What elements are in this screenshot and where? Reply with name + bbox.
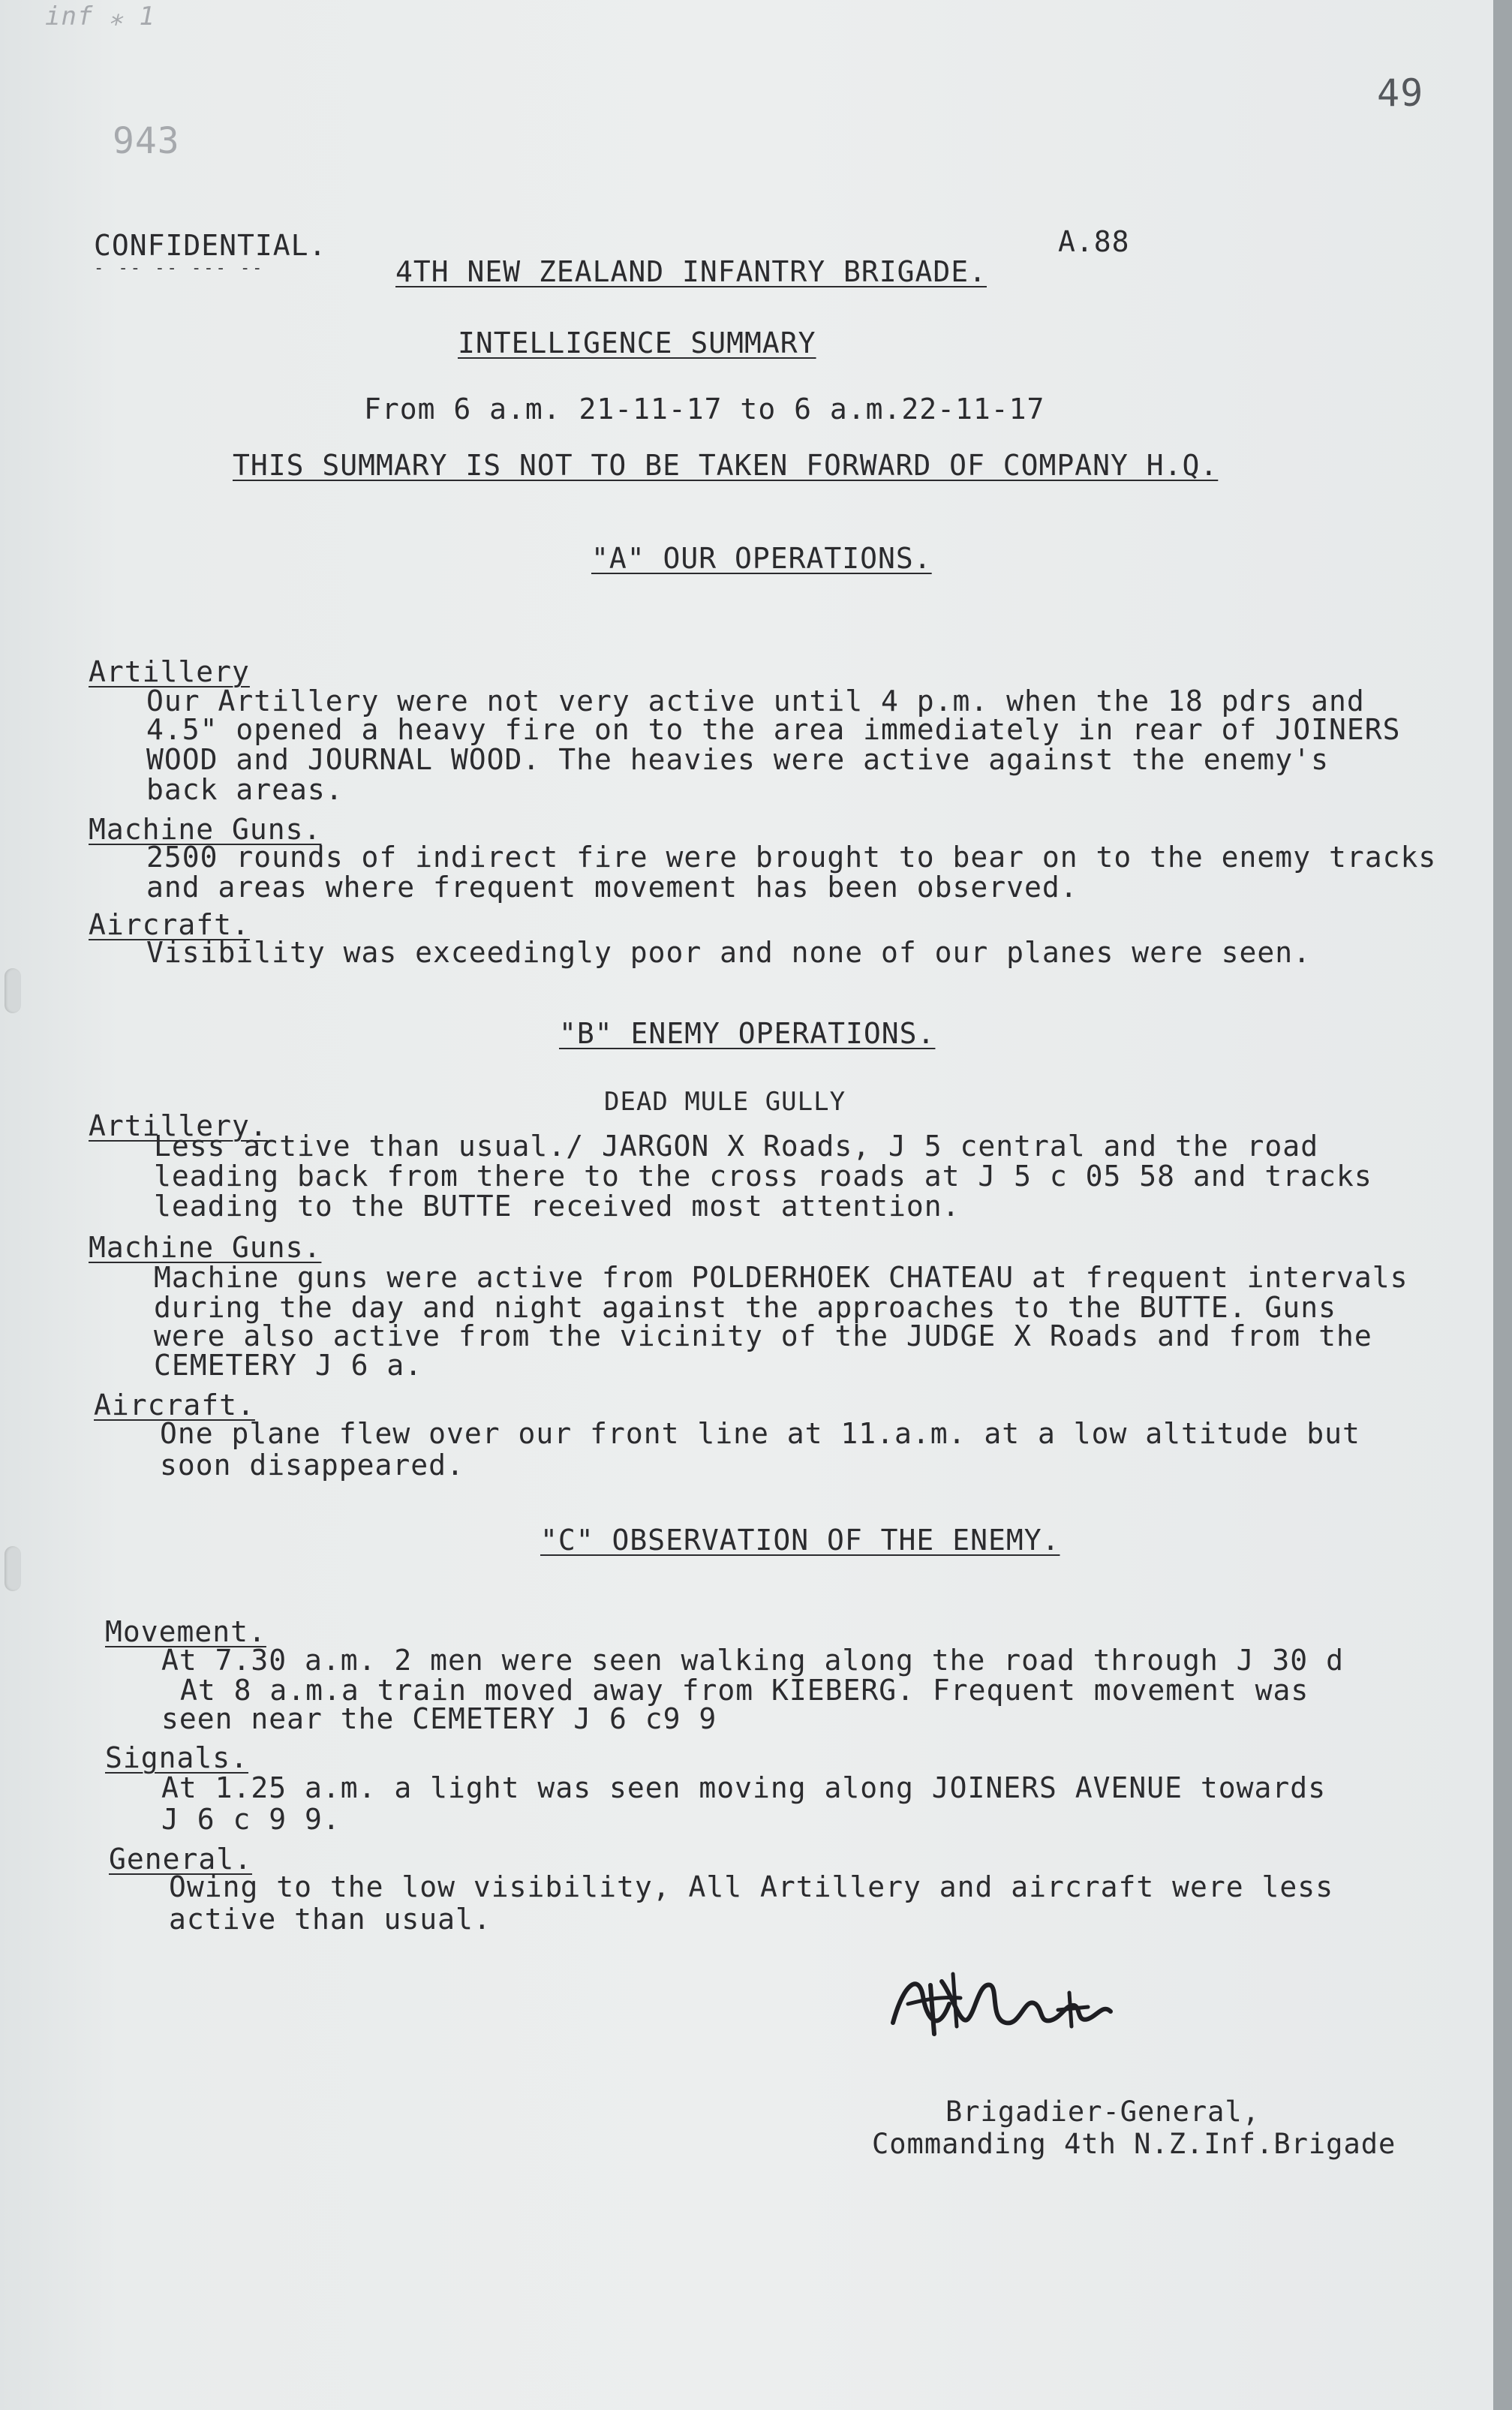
section-b-artillery-line: leading back from there to the cross roads at J 5 c 05 58 and tracks [154, 1160, 1372, 1193]
signature [878, 1951, 1133, 2049]
section-c-general-line: Owing to the low visibility, All Artillery and aircraft were less [169, 1870, 1334, 1903]
section-b-machine-guns-line: were also active from the vicinity of the JUDGE X Roads and from the [154, 1319, 1372, 1352]
section-b-aircraft-line: One plane flew over our front line at 11.a.m. at a low altitude but [160, 1417, 1360, 1450]
margin-scribble: inf ⁎ 1 [45, 2, 155, 32]
distribution-warning: THIS SUMMARY IS NOT TO BE TAKEN FORWARD OF COMPANY H.Q. [233, 449, 1219, 482]
section-b-artillery-label: Artillery. [89, 1109, 268, 1142]
section-a-artillery-line: WOOD and JOURNAL WOOD. The heavies were active against the enemy's [146, 743, 1329, 776]
classification-underline: - -- -- --- -- [94, 259, 265, 278]
section-c-movement-line: seen near the CEMETERY J 6 c9 9 [161, 1702, 717, 1735]
section-c-signals-line: At 1.25 a.m. a light was seen moving along JOINERS AVENUE towards [161, 1771, 1327, 1804]
signature-text: HHart [1005, 2041, 1020, 2047]
section-b-artillery-insertion: DEAD MULE GULLY [604, 1087, 846, 1117]
section-c-movement-line: At 8 a.m.a train moved away from KIEBERG. Frequent movement was [180, 1674, 1309, 1707]
section-a-machine-guns-line: and areas where frequent movement has been observed. [146, 871, 1078, 904]
section-b-artillery-line: Less active than usual./ JARGON X Roads, J 5 central and the road [154, 1130, 1319, 1163]
section-c-general-line: active than usual. [169, 1903, 491, 1936]
period: From 6 a.m. 21-11-17 to 6 a.m.22-11-17 [364, 393, 1045, 426]
reference-number: A.88 [1058, 225, 1130, 258]
section-a-machine-guns-label: Machine Guns. [89, 813, 322, 846]
section-c-movement-line: At 7.30 a.m. 2 men were seen walking along the road through J 30 d [161, 1644, 1344, 1677]
section-c-signals-label: Signals. [105, 1741, 249, 1774]
folio-number: 49 [1377, 71, 1424, 115]
signatory-rank: Brigadier-General, [945, 2096, 1260, 2128]
section-a-aircraft-label: Aircraft. [89, 908, 250, 941]
section-a-aircraft-line: Visibility was exceedingly poor and none of our planes were seen. [146, 936, 1312, 969]
section-b-machine-guns-label: Machine Guns. [89, 1231, 322, 1264]
section-b-artillery-line: leading to the BUTTE received most attention. [154, 1190, 960, 1223]
signatory-command: Commanding 4th N.Z.Inf.Brigade [872, 2128, 1396, 2160]
section-c-movement-label: Movement. [105, 1615, 266, 1648]
page-edge [1493, 0, 1512, 2410]
section-a-machine-guns-line: 2500 rounds of indirect fire were brought to bear on to the enemy tracks [146, 841, 1437, 874]
section-b-machine-guns-line: CEMETERY J 6 a. [154, 1349, 423, 1382]
punch-hole [5, 968, 21, 1013]
section-b-machine-guns-line: Machine guns were active from POLDERHOEK CHATEAU at frequent intervals [154, 1261, 1408, 1294]
section-a-artillery-line: 4.5" opened a heavy fire on to the area immediately in rear of JOINERS [146, 713, 1401, 746]
section-a-artillery-line: back areas. [146, 773, 344, 806]
section-a-artillery-line: Our Artillery were not very active until 4 p.m. when the 18 pdrs and [146, 684, 1365, 718]
section-b-machine-guns-line: during the day and night against the approaches to the BUTTE. Guns [154, 1291, 1336, 1324]
section-b-aircraft-label: Aircraft. [94, 1389, 255, 1422]
section-a-heading: "A" OUR OPERATIONS. [591, 542, 932, 575]
section-c-heading: "C" OBSERVATION OF THE ENEMY. [540, 1524, 1060, 1557]
section-b-heading: "B" ENEMY OPERATIONS. [559, 1017, 936, 1050]
file-number: 943 [113, 120, 180, 162]
section-b-aircraft-line: soon disappeared. [160, 1449, 464, 1482]
section-a-artillery-label: Artillery [89, 655, 250, 688]
document-title: INTELLIGENCE SUMMARY [458, 326, 816, 360]
section-c-general-label: General. [109, 1843, 253, 1876]
section-c-signals-line: J 6 c 9 9. [161, 1803, 341, 1836]
punch-hole [5, 1546, 21, 1591]
classification: CONFIDENTIAL. [94, 229, 327, 262]
unit-title: 4TH NEW ZEALAND INFANTRY BRIGADE. [395, 255, 987, 288]
